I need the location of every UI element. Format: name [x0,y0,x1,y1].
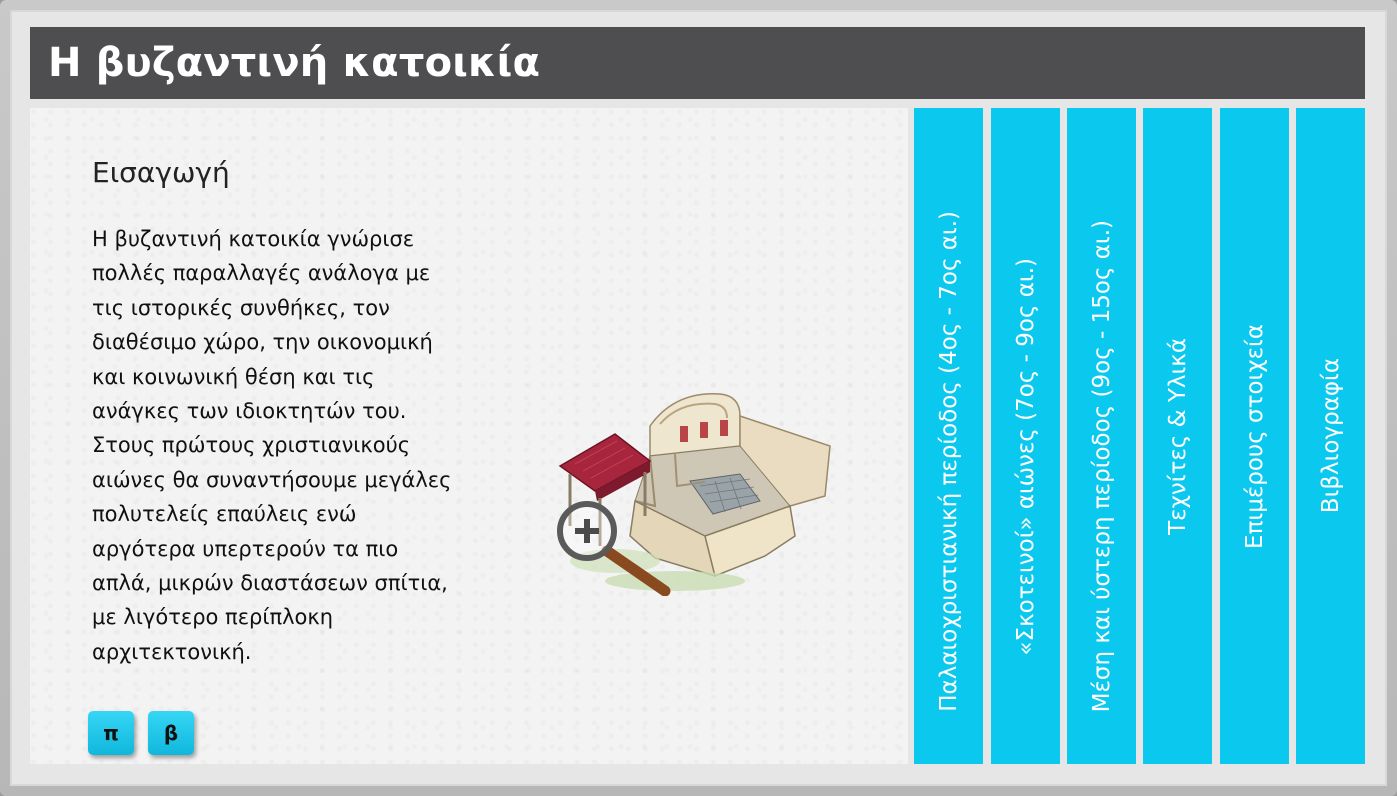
next-button[interactable]: β [148,711,194,755]
page-title: Η βυζαντινή κατοικία [48,40,541,86]
text-line: και κοινωνική θέση και τις [92,364,375,389]
text-line: πολλές παραλλαγές ανάλογα με [92,261,431,286]
text-line: με λιγότερο περίπλοκη [92,605,334,630]
text-line: τις ιστορικές συνθήκες, τον [92,295,390,320]
tab-label: «Σκοτεινοί» αιώνες (7ος - 9ος αι.) [1012,258,1039,656]
house-illustration[interactable] [555,386,840,596]
text-line: Στους πρώτους χριστιανικούς [92,433,411,458]
tab-label: Επιμέρους στοιχεία [1241,323,1268,549]
text-line: Η βυζαντινή κατοικία γνώρισε [92,227,415,251]
text-line: αργότερα υπερτερούν τα πιο [92,536,399,561]
tab-bibliography[interactable] [1296,108,1365,764]
tab-label: Παλαιοχριστιανική περίοδος (4ος - 7ος αι.) [935,211,962,712]
tab-craftsmen-materials[interactable] [1143,108,1212,764]
tab-label: Τεχνίτες & Υλικά [1164,337,1191,535]
text-line: αρχιτεκτονική. [92,639,252,664]
text-line: αιώνες θα συναντήσουμε μεγάλες [92,467,452,492]
content-panel [30,108,908,764]
text-line: διαθέσιμο χώρο, την οικονομική [92,330,433,355]
text-line: ανάγκες των ιδιοκτητών του. [92,399,407,424]
prev-button[interactable]: π [88,711,134,755]
tab-early-christian[interactable] [914,108,983,764]
tab-details[interactable] [1220,108,1289,764]
tab-dark-ages[interactable] [991,108,1060,764]
intro-text [92,222,507,669]
tab-middle-late-period[interactable] [1067,108,1136,764]
tab-label: Βιβλιογραφία [1317,358,1344,514]
section-heading: Εισαγωγή [92,156,230,189]
tab-label: Μέση και ύστερη περίοδος (9ος - 15ος αι.) [1088,219,1115,712]
title-bar [30,27,1365,99]
text-line: απλά, μικρών διαστάσεων σπίτια, [92,571,448,596]
text-line: πολυτελείς επαύλεις ενώ [92,502,357,527]
